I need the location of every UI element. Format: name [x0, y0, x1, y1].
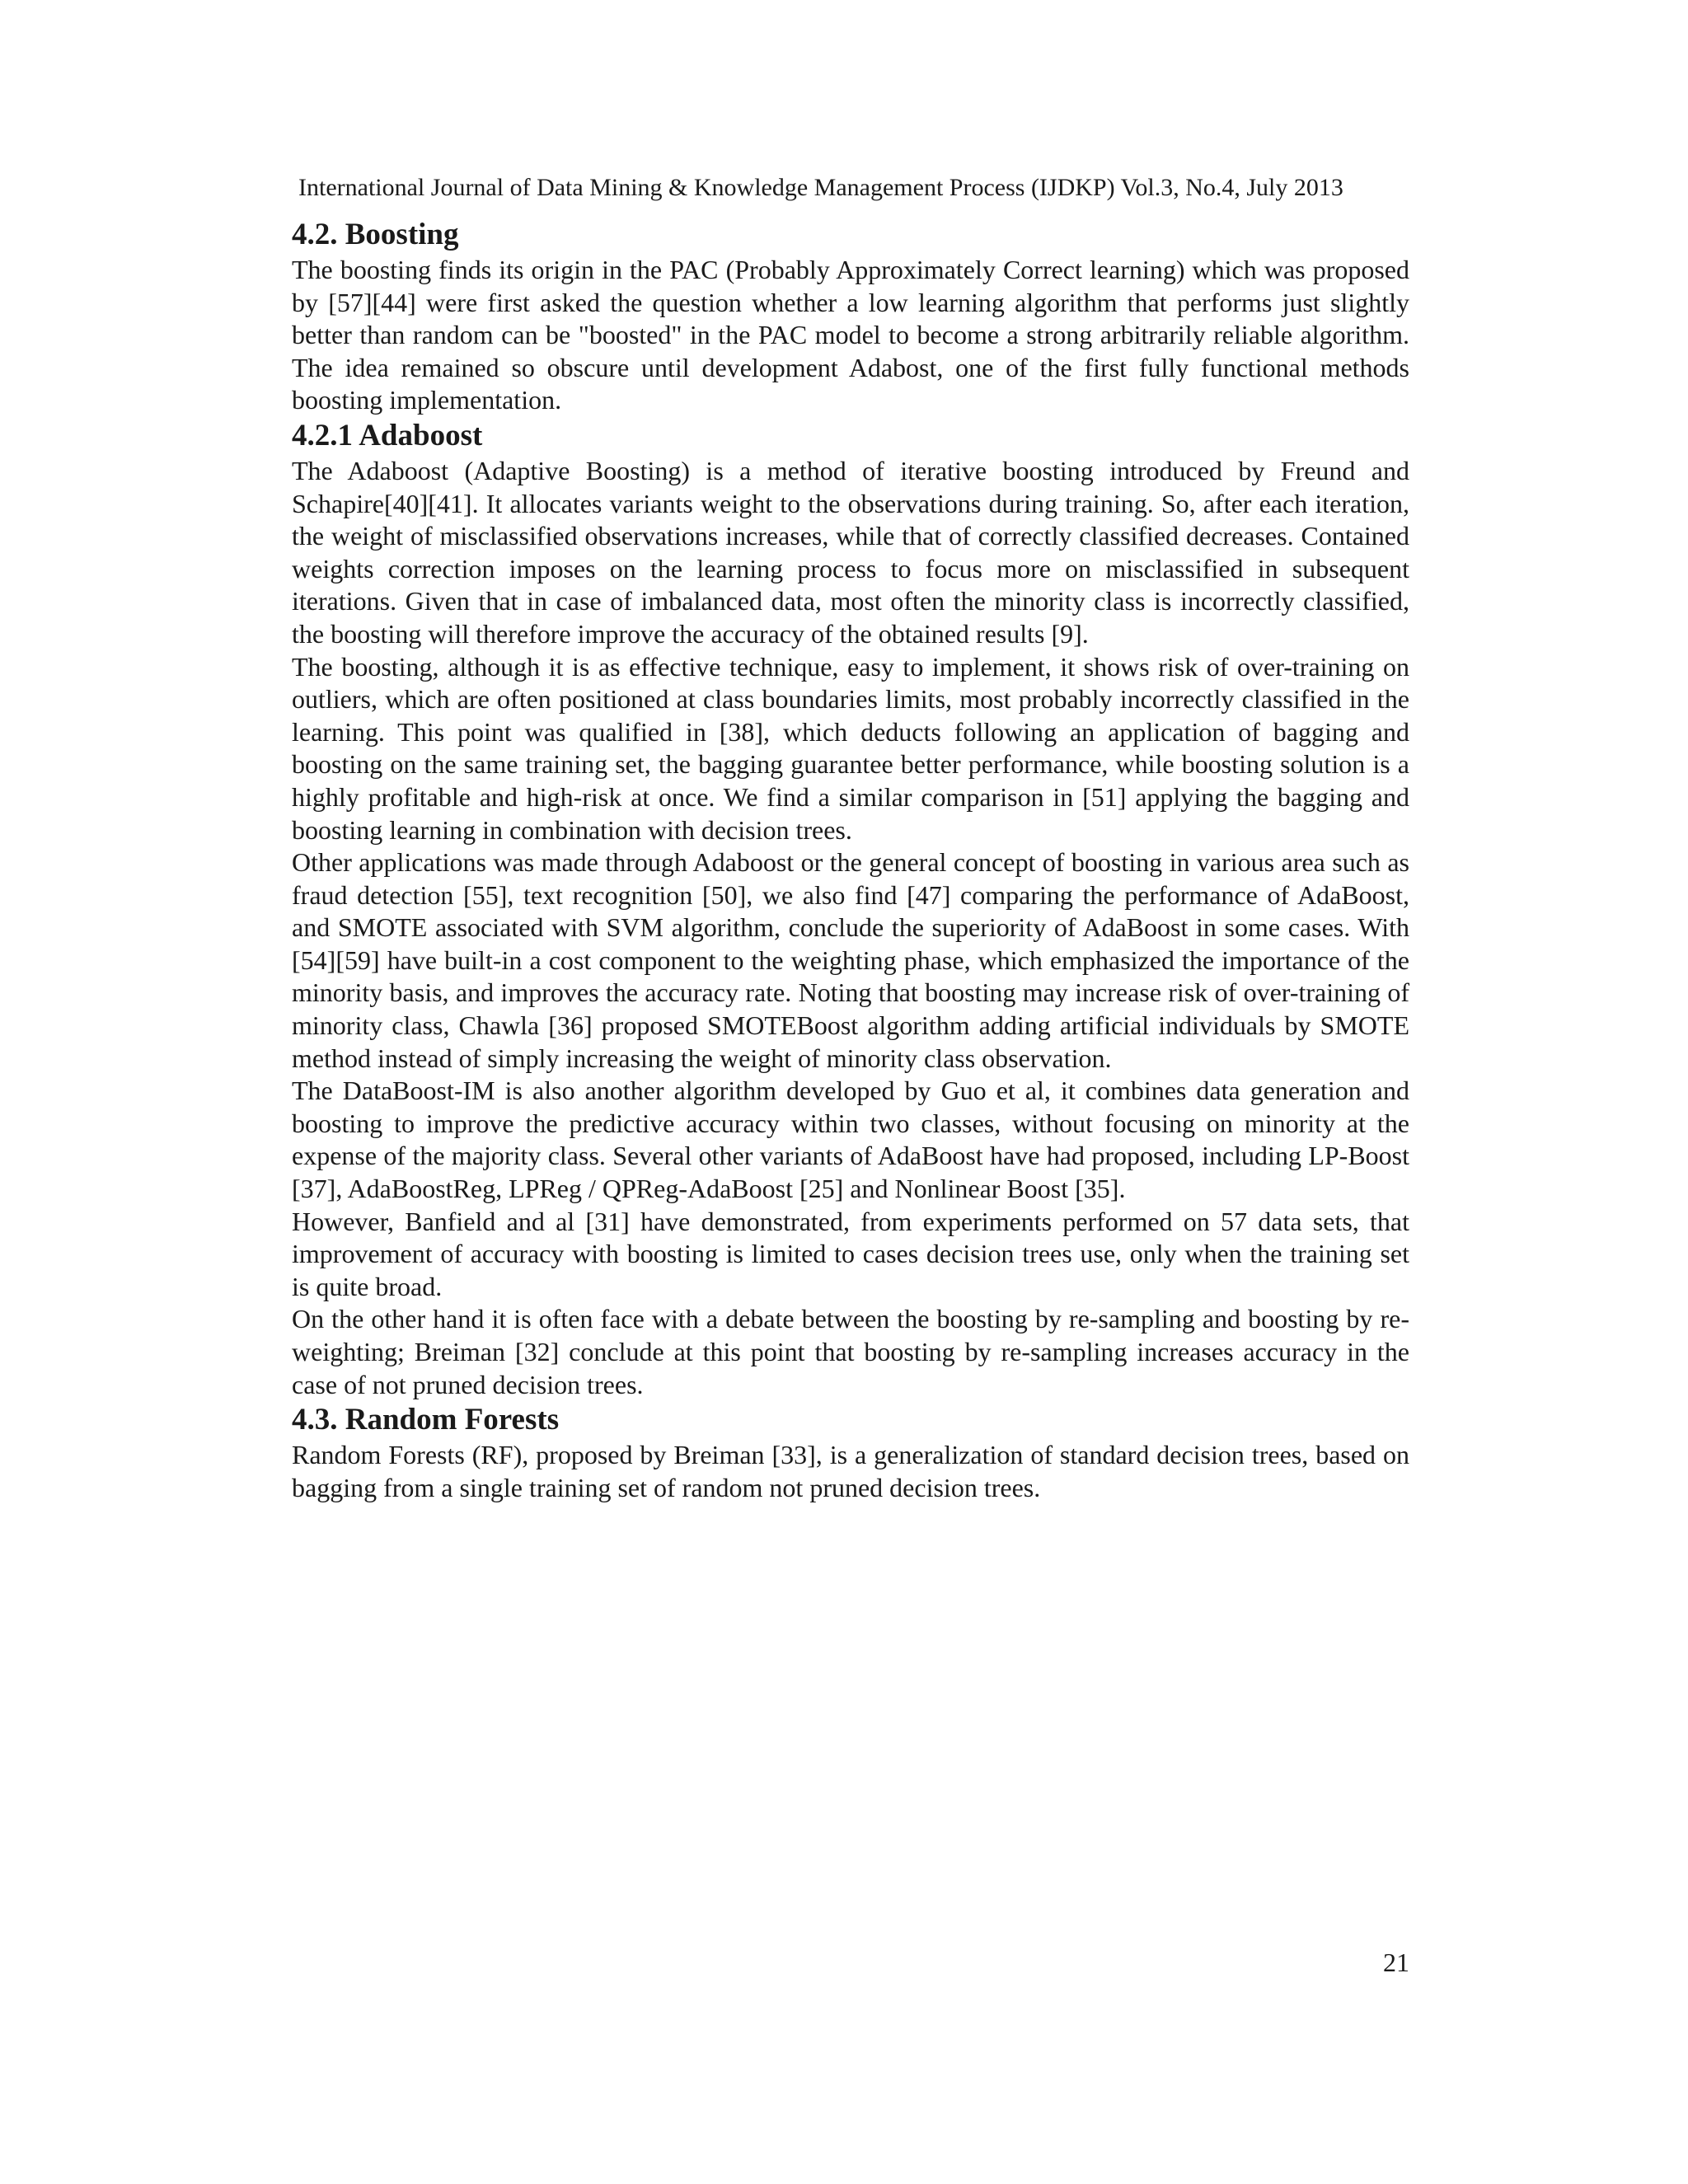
- section-heading-random-forests: 4.3. Random Forests: [292, 1403, 560, 1437]
- paragraph-adaboost-1: The Adaboost (Adaptive Boosting) is a method of iterative boosting introduced by Freund and Schapire[40][41]. It allocates variants weight to the observations during training. So, after each iteration, the weight of misclassified observations increases, while that of correctly classified decreases. Contained weights correction imposes on the learning process to focus more on misclassified in subsequent iterations. Given that in case of imbalanced data, most often the minority class is incorrectly classified, the boosting will therefore improve the accuracy of the obtained results [9].: [292, 455, 1409, 649]
- paragraph-adaboost-2: The boosting, although it is as effective technique, easy to implement, it shows risk of over-training on outliers, which are often positioned at class boundaries limits, most probably incorrectly classified in the learning. This point was qualified in [38], which deducts following an application of bagging and boosting on the same training set, the bagging guarantee better performance, while boosting solution is a highly profitable and high-risk at once. We find a similar comparison in [51] applying the bagging and boosting learning in combination with decision trees.: [292, 651, 1409, 845]
- page-number: 21: [1383, 1947, 1409, 1977]
- main-content: [292, 216, 1409, 1504]
- paragraph-adaboost-6: On the other hand it is often face with a debate between the boosting by re-sampling and boosting by re-weighting; Breiman [32] conclude at this point that boosting by re-sampling increases accuracy in the case of not pruned decision trees.: [292, 1304, 1409, 1399]
- paragraph-adaboost-4: The DataBoost-IM is also another algorithm developed by Guo et al, it combines data generation and boosting to improve the predictive accuracy within two classes, without focusing on minority at the expense of the majority class. Several other variants of AdaBoost have had proposed, including LP-Boost [37], AdaBoostReg, LPReg / QPReg-AdaBoost [25] and Nonlinear Boost [35].: [292, 1076, 1409, 1204]
- paragraph-adaboost-3: Other applications was made through Adaboost or the general concept of boosting in various area such as fraud detection [55], text recognition [50], we also find [47] comparing the performance of AdaBoost, and SMOTE associated with SVM algorithm, conclude the superiority of AdaBoost in some cases. With [54][59] have built-in a cost component to the weighting phase, which emphasized the importance of the minority basis, and improves the accuracy rate. Noting that boosting may increase risk of over-training of minority class, Chawla [36] proposed SMOTEBoost algorithm adding artificial individuals by SMOTE method instead of simply increasing the weight of minority class observation.: [292, 847, 1409, 1073]
- running-header: International Journal of Data Mining & Knowledge Management Process (IJDKP) Vol.3, No.4, July 2013: [298, 174, 1343, 201]
- section-heading-boosting: 4.2. Boosting: [292, 218, 459, 251]
- paragraph-boosting-intro: The boosting finds its origin in the PAC (Probably Approximately Correct learning) which was proposed by [57][44] were first asked the question whether a low learning algorithm that performs just slightly better than random can be "boosted" in the PAC model to become a strong arbitrarily reliable algorithm. The idea remained so obscure until development Adabost, one of the first fully functional methods boosting implementation.: [292, 255, 1409, 415]
- paragraph-random-forests: Random Forests (RF), proposed by Breiman [33], is a generalization of standard decision trees, based on bagging from a single training set of random not pruned decision trees.: [292, 1440, 1409, 1502]
- section-heading-adaboost: 4.2.1 Adaboost: [292, 418, 483, 452]
- paragraph-adaboost-5: However, Banfield and al [31] have demonstrated, from experiments performed on 57 data sets, that improvement of accuracy with boosting is limited to cases decision trees use, only when the training set is quite broad.: [292, 1206, 1409, 1301]
